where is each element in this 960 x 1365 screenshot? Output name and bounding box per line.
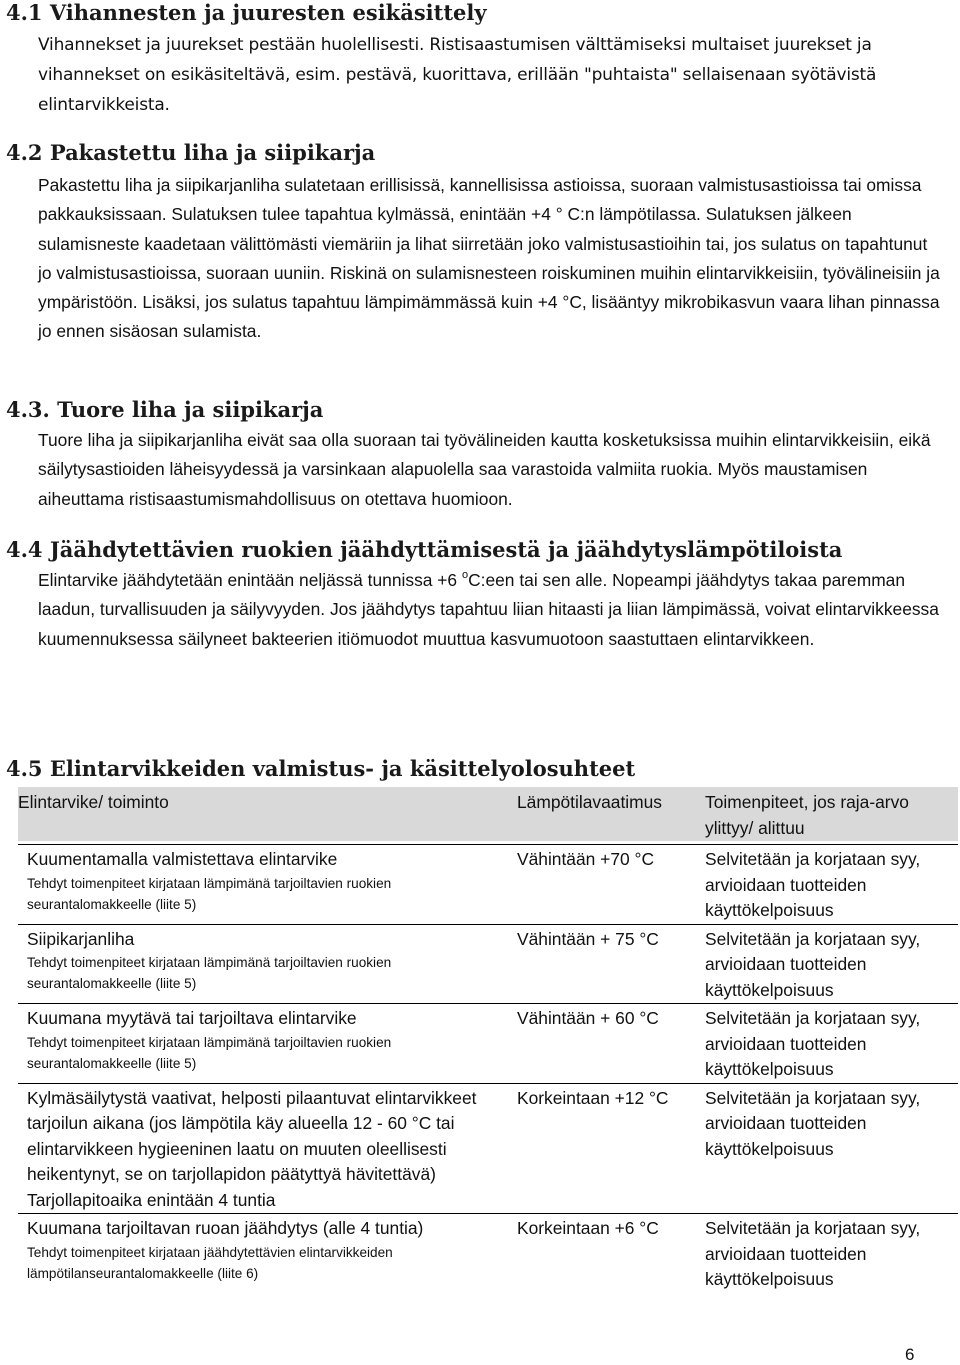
table-row	[18, 1083, 958, 1214]
row-action: Selvitetään ja korjataan syy, arvioidaan tuotteiden käyttökelpoisuus	[705, 1214, 958, 1293]
row-note: Tehdyt toimenpiteet kirjataan lämpimänä tarjoiltavien ruokien seurantalomakkeelle (liite 5)	[27, 955, 392, 991]
section-4-5-title: 4.5 Elintarvikkeiden valmistus- ja käsittelyolosuhteet	[6, 756, 636, 781]
table-row	[18, 1004, 958, 1084]
row-note: Tehdyt toimenpiteet kirjataan lämpimänä tarjoiltavien ruokien seurantalomakkeelle (liite 5)	[27, 875, 392, 912]
section-4-4-title: 4.4 Jäähdytettävien ruokien jäähdyttämisestä ja jäähdytyslämpötiloista	[6, 537, 843, 562]
row-action: Selvitetään ja korjataan syy, arvioidaan tuotteiden käyttökelpoisuus	[705, 1004, 958, 1084]
header-item: Elintarvike/ toiminto	[18, 787, 517, 841]
row-item-cell	[18, 1214, 517, 1293]
degree-superscript: o	[461, 569, 469, 581]
row-note: Tehdyt toimenpiteet kirjataan jäähdytettävien elintarvikkeiden lämpötilanseurantalomakkeelle (liite 6)	[27, 1244, 393, 1281]
row-temperature: Korkeintaan +12 °C	[517, 1083, 705, 1214]
section-4-4-body	[38, 566, 943, 654]
page-number: 6	[905, 1345, 915, 1364]
section-4-2-title: 4.2 Pakastettu liha ja siipikarja	[6, 140, 376, 165]
row-action: Selvitetään ja korjataan syy, arvioidaan tuotteiden käyttökelpoisuus	[705, 1083, 958, 1214]
row-note: Tehdyt toimenpiteet kirjataan lämpimänä tarjoiltavien ruokien seurantalomakkeelle (liite 5)	[27, 1034, 392, 1071]
row-temperature: Vähintään +70 °C	[517, 845, 705, 925]
section-4-3-body: Tuore liha ja siipikarjanliha eivät saa olla suoraan tai työvälineiden kautta kosketuksissa muihin elintarvikkeisiin, eikä säilytysastioiden läheisyydessä ja varsinkaan alapuolella saa varastoida valmiita ruokia. Myös maustamisen aiheuttama ristisaastumismahdollisuus on otettava huomioon.	[38, 430, 931, 509]
row-action: Selvitetään ja korjataan syy, arvioidaan tuotteiden käyttökelpoisuus	[705, 924, 958, 1004]
section-4-3-title: 4.3. Tuore liha ja siipikarja	[6, 397, 324, 422]
section-4-2-body: Pakastettu liha ja siipikarjanliha sulatetaan erillisissä, kannellisissa astioissa, suoraan valmistusastioissa tai omissa pakkauksissaan. Sulatuksen tulee tapahtua kylmässä, enintään +4 ° C:n lämpötilassa. Sulatuksen jälkeen sulamisneste kaadetaan välittömästi viemäriin ja lihat siirretään joko valmistusastioihin tai, jos sulatus on tapahtunut jo valmistusastioissa, suoraan uuniin. Riskinä on sulamisnesteen roiskuminen muihin elintarvikkeisiin, työvälineisiin ja ympäristöön. Lisäksi, jos sulatus tapahtuu lämpimämmässä kuin +4 °C, lisääntyy mikrobikasvun vaara lihan pinnassa jo ennen sisäosan sulamista.	[38, 175, 940, 342]
temperature-requirements-table	[18, 787, 958, 1293]
row-item-cell	[18, 924, 517, 1004]
row-item: Kuumentamalla valmistettava elintarvike	[27, 849, 338, 869]
section-4-1-body: Vihannekset ja juurekset pestään huolellisesti. Ristisaastumisen välttämiseksi multaiset juurekset ja vihannekset on esikäsiteltävä, esim. pestävä, kuorittava, erillään "puhtaista" sellaisenaan syötävistä elintarvikkeista.	[38, 35, 877, 115]
row-temperature: Korkeintaan +6 °C	[517, 1214, 705, 1293]
row-action: Selvitetään ja korjataan syy, arvioidaan tuotteiden käyttökelpoisuus	[705, 845, 958, 925]
row-item: Kylmäsäilytystä vaativat, helposti pilaantuvat elintarvikkeet tarjoilun aikana (jos lämpötila käy alueella 12 - 60 °C tai elintarvikkeen hygieeninen laatu on muuten oleellisesti heikentynyt, se on tarjollapidon päätyttyä hävitettävä) Tarjollapitoaika enintään 4 tuntia	[27, 1087, 477, 1210]
header-action: Toimenpiteet, jos raja-arvo ylittyy/ alittuu	[705, 787, 958, 841]
row-item: Siipikarjanliha	[27, 928, 135, 949]
row-item: Kuumana tarjoiltavan ruoan jäähdytys (alle 4 tuntia)	[27, 1218, 424, 1238]
section-4-1-title: 4.1 Vihannesten ja juuresten esikäsittely	[6, 0, 487, 25]
section-4-4-body-start: Elintarvike jäähdytetään enintään neljässä tunnissa +6	[38, 570, 462, 590]
row-item-cell	[18, 845, 517, 925]
table-row	[18, 924, 958, 1004]
row-item-cell	[18, 1004, 517, 1084]
row-temperature: Vähintään + 75 °C	[517, 924, 705, 1004]
section-4-4-body-end: C:een tai sen alle. Nopeampi jäähdytys takaa paremman laadun, turvallisuuden ja säilyvyyden. Jos jäähdytys tapahtuu liian hitaasti ja liian lämpimässä, voivat elintarvikkeessa kuumennuksessa säilyneet bakteerien itiömuodot muuttua kasvumuotoon saastuttaen elintarvikkeen.	[38, 570, 939, 649]
table-row	[18, 845, 958, 925]
row-item-cell	[18, 1083, 517, 1214]
header-temperature: Lämpötilavaatimus	[517, 787, 705, 841]
table-header-row	[18, 787, 958, 841]
table-row	[18, 1214, 958, 1293]
row-temperature: Vähintään + 60 °C	[517, 1004, 705, 1084]
row-item: Kuumana myytävä tai tarjoiltava elintarvike	[27, 1008, 357, 1028]
